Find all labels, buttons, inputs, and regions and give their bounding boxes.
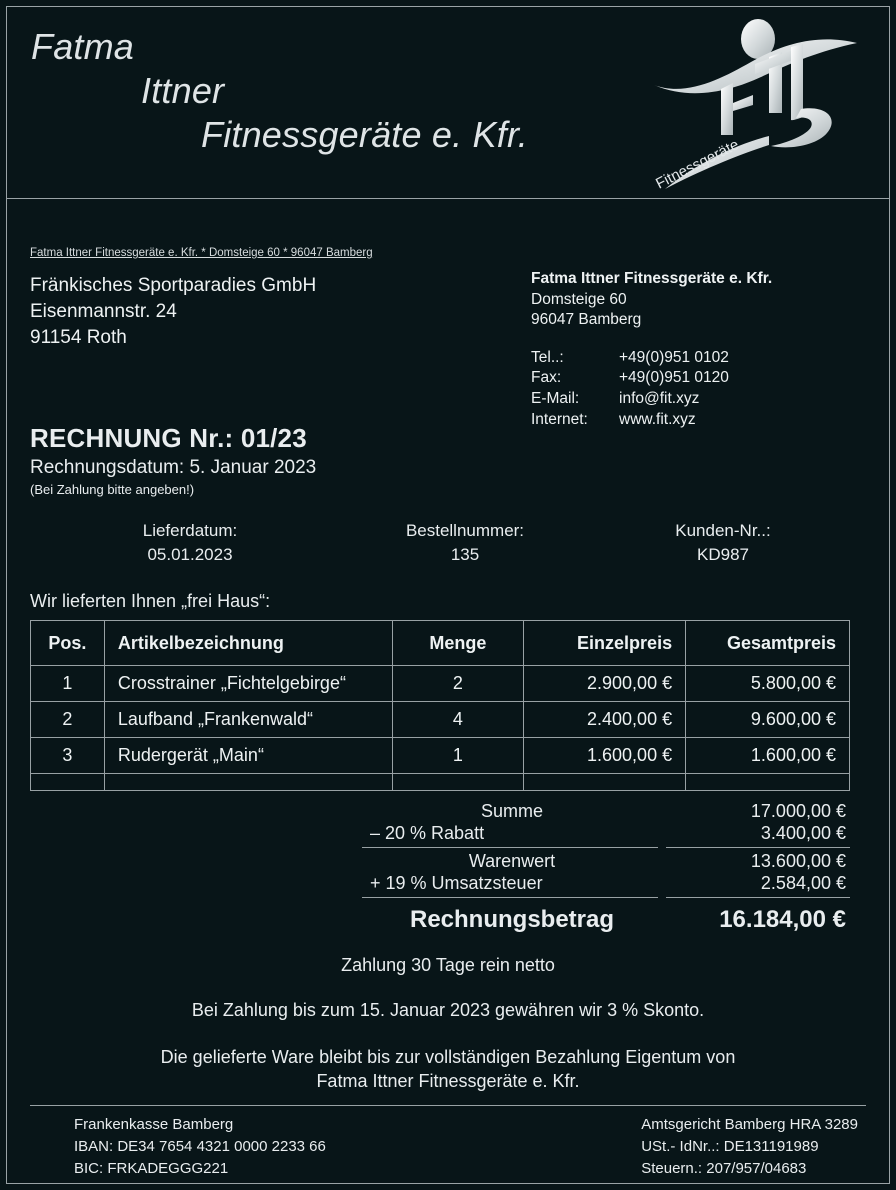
terms-retention-line-2: Fatma Ittner Fitnessgeräte e. Kfr. bbox=[316, 1071, 580, 1092]
th-pos: Pos. bbox=[31, 621, 105, 666]
cell-total: 9.600,00 € bbox=[686, 702, 850, 738]
brand-line-3: Fitnessgeräte e. Kfr. bbox=[201, 113, 529, 155]
cell-total: 1.600,00 € bbox=[686, 738, 850, 774]
totals-value-discount: 3.400,00 € bbox=[760, 822, 846, 843]
grand-total-value: 16.184,00 € bbox=[719, 905, 846, 933]
cell-qty: 4 bbox=[392, 702, 524, 738]
table-head bbox=[31, 621, 850, 666]
recipient-address-block bbox=[30, 273, 316, 351]
footer-block bbox=[30, 1114, 866, 1179]
grand-total-label: Rechnungsbetrag bbox=[409, 905, 615, 933]
contact-row-email bbox=[531, 389, 729, 410]
brand-wordmark bbox=[31, 25, 528, 157]
meta-delivery-label: Lieferdatum: bbox=[142, 521, 238, 540]
delivery-terms-text: Wir lieferten Ihnen „frei Haus“: bbox=[30, 591, 271, 611]
table-header-row bbox=[31, 621, 850, 666]
cell-qty: 2 bbox=[392, 666, 524, 702]
filler-cell bbox=[31, 774, 105, 791]
table-row bbox=[31, 666, 850, 702]
footer-bic: BIC: FRKADEGGG221 bbox=[74, 1159, 229, 1177]
cell-desc: Rudergerät „Main“ bbox=[104, 738, 392, 774]
filler-cell bbox=[392, 774, 524, 791]
totals-value-vat: 2.584,00 € bbox=[760, 872, 846, 893]
totals-divider-2 bbox=[362, 897, 850, 898]
contact-city: 96047 Bamberg bbox=[531, 311, 642, 329]
meta-customer-label: Kunden-Nr..: bbox=[675, 521, 771, 540]
line-items-table bbox=[30, 620, 850, 791]
payment-terms-block bbox=[30, 955, 866, 1094]
invoice-meta-row bbox=[30, 519, 866, 567]
terms-retention-line-1: Die gelieferte Ware bleibt bis zur vollständigen Bezahlung Eigentum von bbox=[160, 1047, 736, 1067]
company-contact-block bbox=[531, 269, 772, 430]
terms-retention-of-title bbox=[30, 1045, 866, 1094]
meta-order-value: 135 bbox=[450, 545, 480, 565]
cell-pos: 2 bbox=[31, 702, 105, 738]
meta-delivery-value: 05.01.2023 bbox=[147, 545, 233, 565]
totals-row-netgoods bbox=[362, 851, 850, 873]
footer-legal-info bbox=[641, 1114, 866, 1179]
meta-order-label: Bestellnummer: bbox=[405, 521, 525, 540]
contact-row-fax bbox=[531, 368, 729, 389]
brand-line-1: Fatma bbox=[31, 26, 135, 67]
footer-iban: IBAN: DE34 7654 4321 0000 2233 66 bbox=[74, 1137, 326, 1155]
totals-row-vat bbox=[362, 873, 850, 895]
filler-cell bbox=[524, 774, 686, 791]
document-body bbox=[7, 199, 889, 1183]
invoice-title: RECHNUNG Nr.: 01/23 bbox=[30, 423, 307, 453]
invoice-note: (Bei Zahlung bitte angeben!) bbox=[30, 482, 195, 497]
th-total: Gesamtpreis bbox=[686, 621, 850, 666]
filler-cell bbox=[104, 774, 392, 791]
footer-court: Amtsgericht Bamberg HRA 3289 bbox=[641, 1116, 858, 1133]
contact-value-fax: +49(0)951 0120 bbox=[619, 369, 729, 387]
th-unit: Einzelpreis bbox=[524, 621, 686, 666]
cell-desc: Laufband „Frankenwald“ bbox=[104, 702, 392, 738]
grand-total-row bbox=[362, 906, 850, 934]
table-row bbox=[31, 702, 850, 738]
contact-value-internet[interactable]: www.fit.xyz bbox=[619, 410, 696, 428]
contact-company-name: Fatma Ittner Fitnessgeräte e. Kfr. bbox=[531, 270, 773, 287]
contact-spacer bbox=[531, 331, 772, 348]
terms-net-payment: Zahlung 30 Tage rein netto bbox=[341, 955, 555, 975]
meta-order bbox=[350, 519, 580, 567]
contact-label-fax: Fax: bbox=[531, 369, 562, 387]
footer-divider bbox=[30, 1105, 866, 1106]
totals-label-netgoods: Warenwert bbox=[468, 850, 556, 871]
filler-cell bbox=[686, 774, 850, 791]
table-filler-row bbox=[31, 774, 850, 791]
totals-divider-1 bbox=[362, 847, 850, 848]
meta-delivery bbox=[30, 519, 350, 567]
cell-unit: 2.900,00 € bbox=[524, 666, 686, 702]
cell-desc: Crosstrainer „Fichtelgebirge“ bbox=[104, 666, 392, 702]
table-row bbox=[31, 738, 850, 774]
letterhead-banner bbox=[7, 7, 889, 199]
contact-label-email: E-Mail: bbox=[531, 390, 580, 408]
contact-value-tel: +49(0)951 0102 bbox=[619, 348, 729, 366]
totals-value-netgoods: 13.600,00 € bbox=[750, 850, 846, 871]
table-body bbox=[31, 666, 850, 791]
footer-tax-number: Steuern.: 207/957/04683 bbox=[641, 1159, 807, 1177]
cell-total: 5.800,00 € bbox=[686, 666, 850, 702]
contact-street: Domsteige 60 bbox=[531, 290, 627, 308]
footer-bank-name: Frankenkasse Bamberg bbox=[74, 1116, 234, 1133]
totals-block bbox=[362, 801, 850, 934]
totals-label-discount: – 20 % Rabatt bbox=[370, 822, 485, 843]
footer-bank-info bbox=[30, 1114, 326, 1179]
meta-customer bbox=[580, 519, 866, 567]
cell-unit: 1.600,00 € bbox=[524, 738, 686, 774]
contact-row-tel bbox=[531, 348, 729, 369]
totals-row-sum bbox=[362, 801, 850, 823]
totals-label-vat: + 19 % Umsatzsteuer bbox=[370, 872, 543, 893]
cell-pos: 3 bbox=[31, 738, 105, 774]
brand-line-2: Ittner bbox=[141, 69, 225, 111]
contact-value-email[interactable]: info@fit.xyz bbox=[619, 390, 700, 408]
th-qty: Menge bbox=[392, 621, 524, 666]
meta-customer-value: KD987 bbox=[697, 545, 749, 565]
invoice-date: Rechnungsdatum: 5. Januar 2023 bbox=[30, 457, 317, 478]
footer-vat-id: USt.- IdNr..: DE131191989 bbox=[641, 1137, 819, 1155]
contact-label-tel: Tel..: bbox=[531, 348, 564, 366]
terms-skonto: Bei Zahlung bis zum 15. Januar 2023 gewähren wir 3 % Skonto. bbox=[191, 1000, 705, 1020]
cell-qty: 1 bbox=[392, 738, 524, 774]
fit-runner-logo bbox=[641, 17, 871, 197]
totals-label-sum: Summe bbox=[480, 801, 543, 821]
contact-label-internet: Internet: bbox=[531, 410, 588, 428]
contact-details-table bbox=[531, 348, 729, 430]
recipient-street: Eisenmannstr. 24 bbox=[30, 301, 177, 323]
recipient-city: 91154 Roth bbox=[30, 327, 127, 349]
contact-row-internet bbox=[531, 410, 729, 431]
totals-row-discount bbox=[362, 823, 850, 845]
sender-return-address: Fatma Ittner Fitnessgeräte e. Kfr. * Domsteige 60 * 96047 Bamberg bbox=[30, 247, 373, 259]
cell-unit: 2.400,00 € bbox=[524, 702, 686, 738]
logo-caption: Fitnessgeräte bbox=[653, 136, 742, 193]
th-desc: Artikelbezeichnung bbox=[104, 621, 392, 666]
totals-value-sum: 17.000,00 € bbox=[750, 801, 846, 821]
recipient-company: Fränkisches Sportparadies GmbH bbox=[30, 275, 317, 296]
cell-pos: 1 bbox=[31, 666, 105, 702]
